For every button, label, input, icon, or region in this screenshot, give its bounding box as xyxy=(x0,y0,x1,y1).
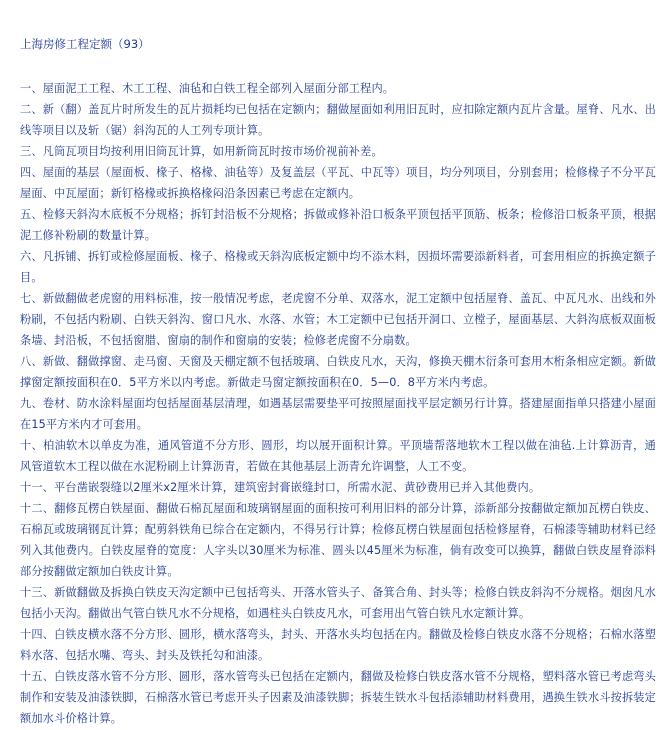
paragraph-5: 五、检修天斜沟木底板不分规格；拆钉封沿板不分规格；拆做或修补沿口板条平顶包括平顶筋、板条；检修沿口板条平顶，根据泥工修补粉刷的数量计算。 xyxy=(20,208,656,242)
paragraph-12: 十二、翻修瓦楞白铁屋面、翻做石棉瓦屋面和玻璃钢屋面的面积按可利用旧料的部分计算，添新部分按翻做定额加瓦楞白铁皮、石棉瓦或玻璃钢瓦计算；配剪斜铁角已综合在定额内，不得另行计算；检修瓦楞白铁屋面包括检修屋脊，石棉漆等辅助材料已经列入其他费内。白铁皮屋脊的宽度：人字头以30厘米为标准、圆头以45厘米为标准，倘有改变可以换算，翻做白铁皮屋脊添料部分按翻做定额加白铁皮计算。 xyxy=(20,502,656,578)
paragraph-9: 九、卷材、防水涂料屋面均包括屋面基层清理，如遇基层需要垫平可按照屋面找平层定额另行计算。搭建屋面指单只搭建小屋面在15平方米内才可套用。 xyxy=(20,397,656,431)
paragraph-2: 二、新（翻）盖瓦片时所发生的瓦片损耗均已包括在定额内；翻做屋面如利用旧瓦时，应扣除定额内瓦片含量。屋脊、凡水、出线等项目以及斩（锯）斜沟瓦的人工列专项计算。 xyxy=(20,103,656,137)
paragraph-6: 六、凡拆铺、拆钉或检修屋面板、椽子、格椽或天斜沟底板定额中均不添木料，因损坏需要添新料者，可套用相应的拆换定额子目。 xyxy=(20,250,656,284)
paragraph-11: 十一、平台凿嵌裂缝以2厘米x2厘米计算，建筑密封膏嵌缝封口，所需水泥、黄砂费用已并入其他费内。 xyxy=(20,481,541,494)
document-title: 上海房修工程定额（93） xyxy=(20,37,150,51)
document-page xyxy=(20,34,656,729)
paragraph-14: 十四、白铁皮横水落不分方形、圆形，横水落弯头，封头、开落水头均包括在内。翻做及检修白铁皮水落不分规格；石棉水落塑料水落、包括水嘴、弯头、封头及铁托勾和油漆。 xyxy=(20,628,656,662)
paragraph-15: 十五、白铁皮落水管不分方形、圆形，落水管弯头已包括在定额内，翻做及检修白铁皮落水管不分规格，塑料落水管已考虑弯头制作和安装及油漆铁脚，石棉落水管已考虑开头子因素及油漆铁脚；拆装生铁水斗包括添辅助材料费用，遇换生铁水斗按拆装定额加水斗价格计算。 xyxy=(20,670,656,725)
paragraph-4: 四、屋面的基层（屋面板、椽子、格椽、油毡等）及复盖层（平瓦、中瓦等）项目，均分列项目，分别套用；检修椽子不分平瓦屋面、中瓦屋面；新钉格椽或拆换格椽闷沿条因素已考虑在定额内。 xyxy=(20,166,656,200)
paragraph-10: 十、柏油软木以单皮为准，通风管道不分方形、圆形，均以展开面积计算。平顶墙帮落地软木工程以做在油毡.上计算沥青，通风管道软木工程以做在水泥粉刷上计算沥青，若做在其他基层上沥青允许调整，人工不变。 xyxy=(20,439,656,473)
paragraph-13: 十三、新做翻做及拆换白铁皮天沟定额中已包括弯头、开落水管头子、备箕合角、封头等；检修白铁皮斜沟不分规格。烟囱凡水包括小天沟。翻做出气管白铁凡水不分规格，如遇柱头白铁皮凡水，可套用出气管白铁凡水定额计算。 xyxy=(20,586,656,620)
paragraph-1: 一、屋面泥工工程、木工工程、油毡和白铁工程全部列入屋面分部工程内。 xyxy=(20,82,395,95)
paragraph-3: 三、凡筒瓦项目均按利用旧筒瓦计算，如用新筒瓦时按市场价视前补差。 xyxy=(20,145,383,158)
paragraph-8: 八、新做、翻做撑窗、走马窗、天窗及天棚定额不包括玻璃、白铁皮凡水，天沟，修换天棚木衍条可套用木桁条相应定额。新做撑窗定额按面积在0．5平方米以内考虑。新做走马窗定额按面积在0．5—0．8平方米内考虑。 xyxy=(20,355,656,389)
paragraph-7: 七、新做翻做老虎窗的用料标准，按一般情况考虑，老虎窗不分单、双落水，泥工定额中包括屋脊、盖瓦、中瓦凡水、出线和外粉刷，不包括内粉刷、白铁天斜沟、窗口凡水、水落、水管；木工定额中已包括开洞口、立樘子，屋面基层、大斜沟底板双面板条墙、封沿板，不包括窗腊、窗扇的制作和窗扇的安装；检修老虎窗不分扇数。 xyxy=(20,292,656,347)
